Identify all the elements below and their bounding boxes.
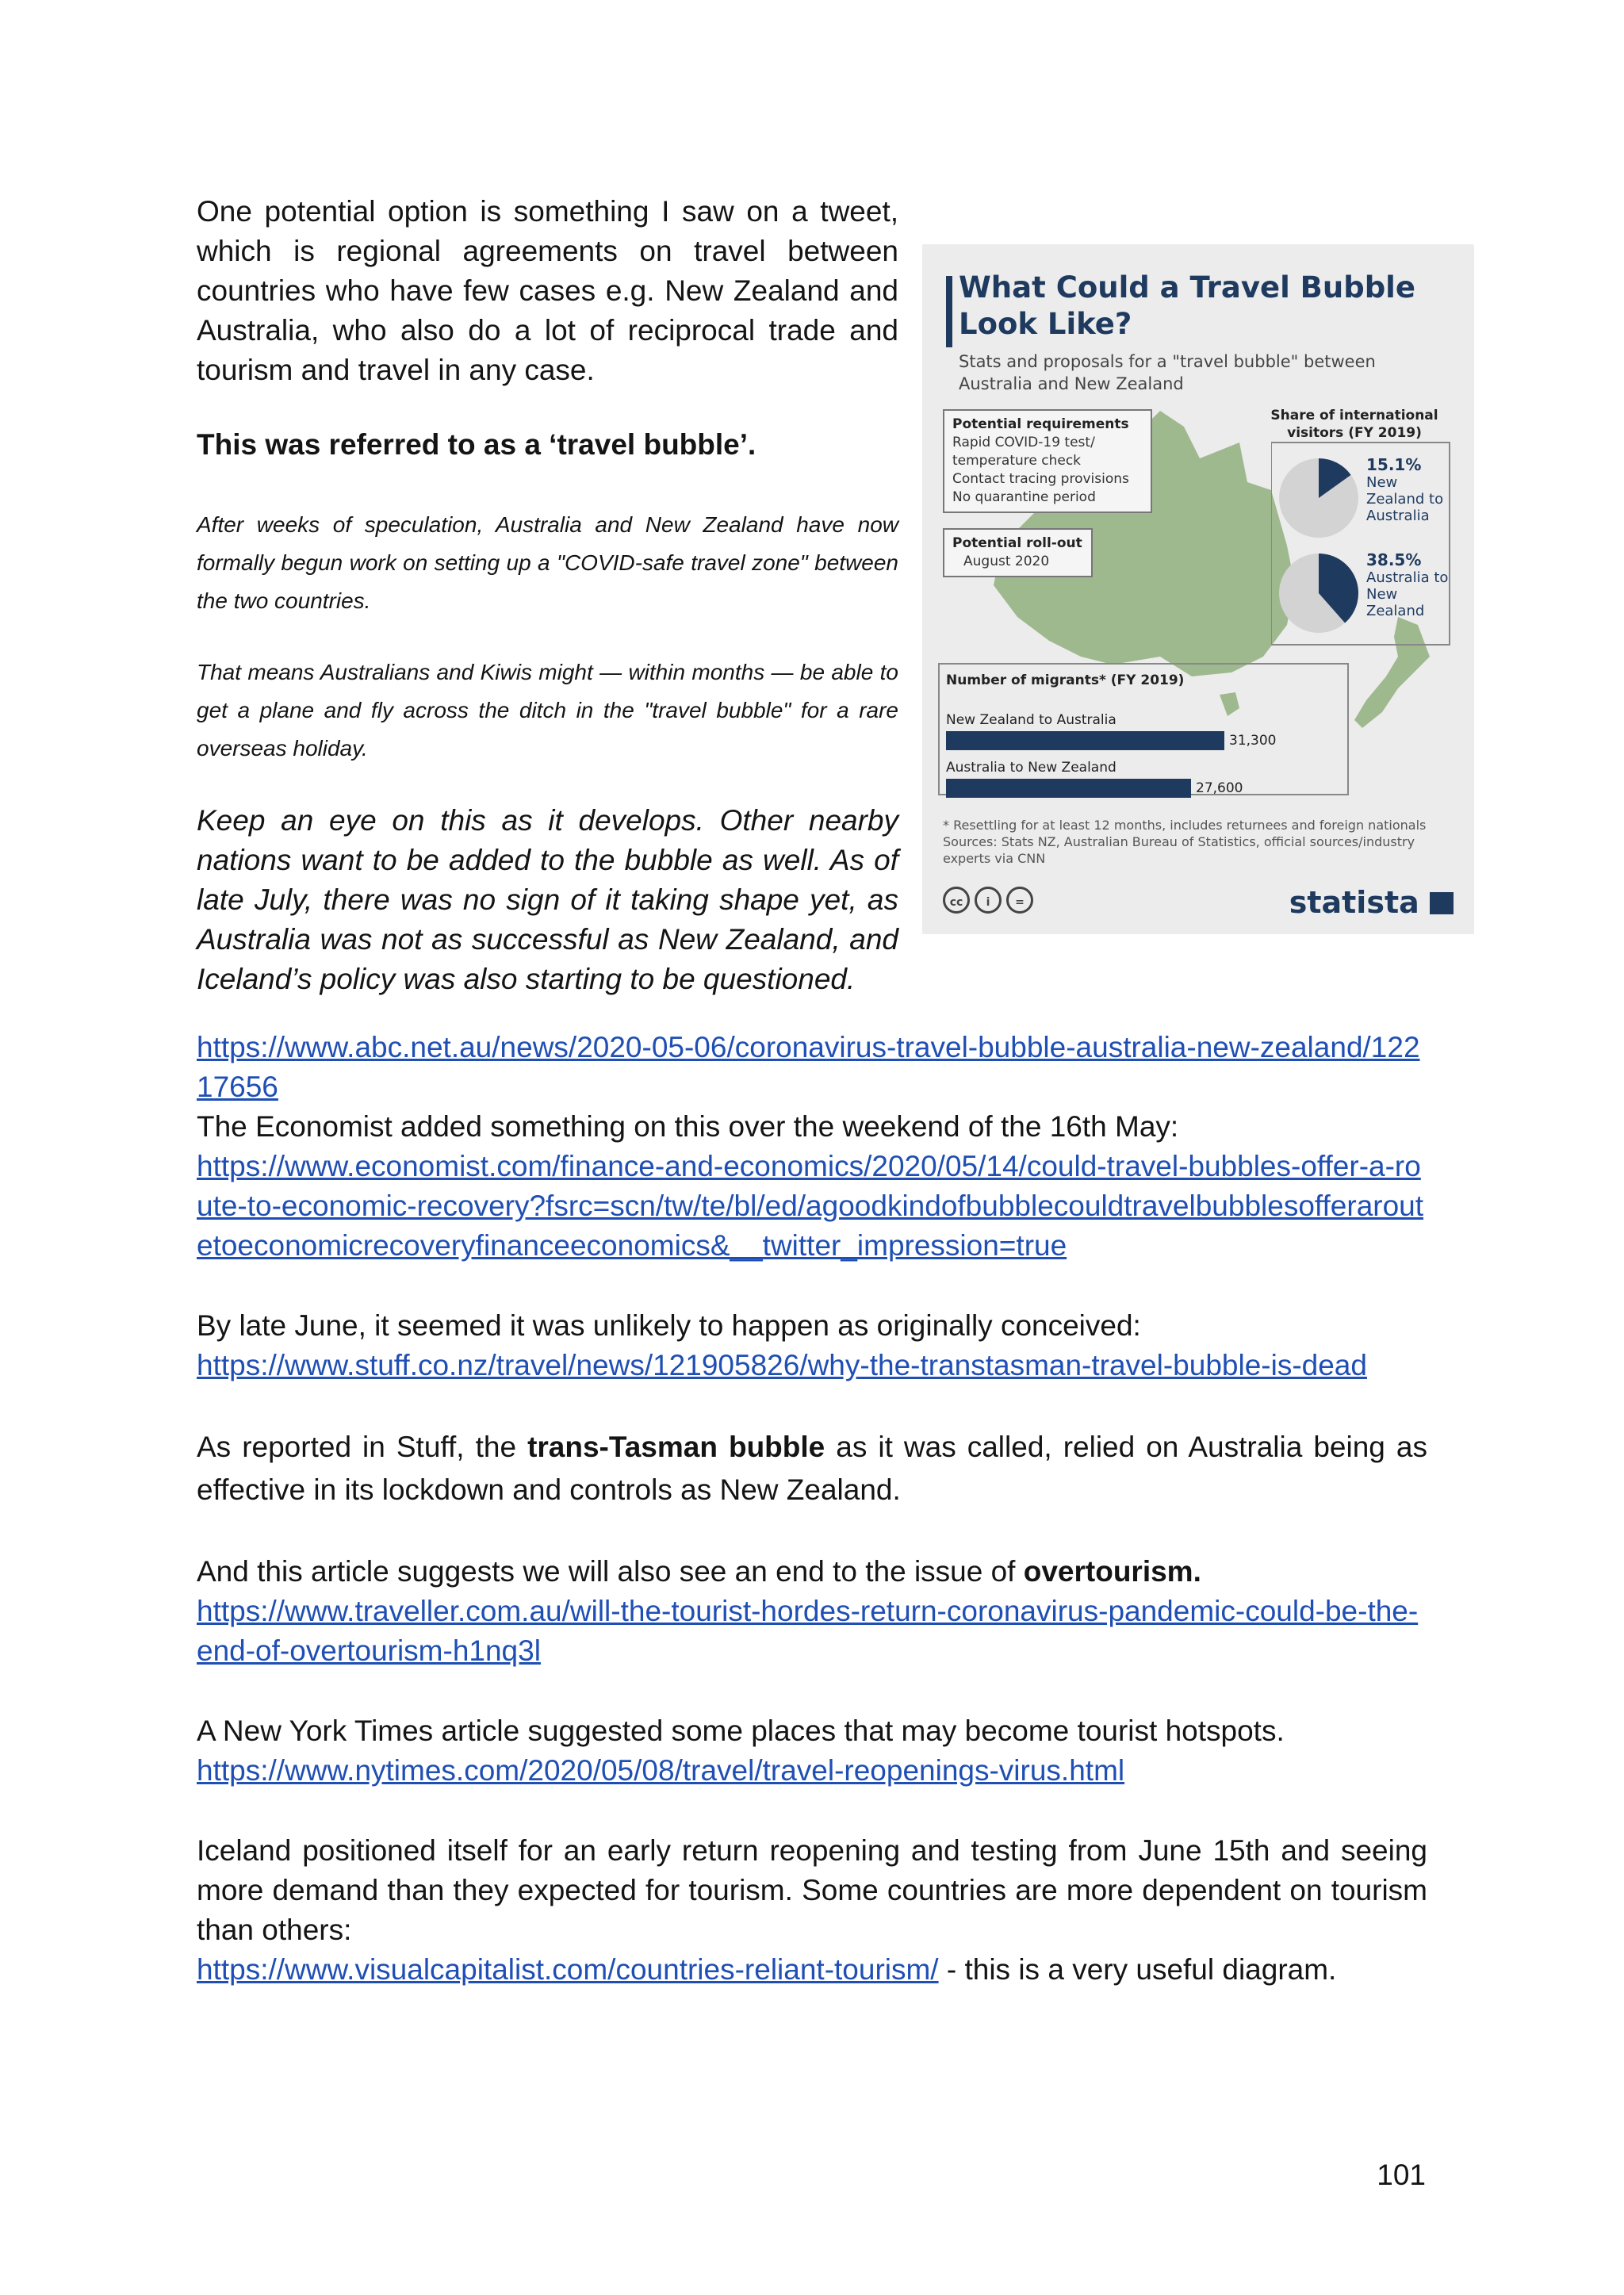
overtourism-paragraph — [197, 1552, 1427, 1592]
rollout-value: August 2020 — [963, 554, 1050, 569]
main-body — [197, 1028, 1427, 1990]
no-derivatives-icon: = — [1006, 887, 1033, 914]
footnote-text: * Resettling for at least 12 months, includes returnees and foreign nationals — [943, 818, 1427, 833]
share-heading: Share of international visitors (FY 2019) — [1270, 408, 1438, 441]
overtourism-pre: And this article suggests we will also see an end to the issue of — [197, 1555, 1024, 1588]
develop-paragraph: Keep an eye on this as it develops. Other nearby nations want to be added to the bubble as well. As of late July, there was no sign of it taking shape yet, as Australia was not as successful as New Zealand, and Iceland’s policy was also starting to be questioned. — [197, 804, 898, 995]
migrants-value-1: 31,300 — [1229, 733, 1277, 749]
migrants-heading: Number of migrants* (FY 2019) — [946, 672, 1185, 688]
statista-logo — [1289, 885, 1454, 920]
visualcapitalist-suffix: - this is a very useful diagram. — [938, 1953, 1337, 1986]
share-2-label: Australia to New Zealand — [1366, 569, 1449, 619]
rollout-box — [943, 528, 1093, 577]
infographic-footnote — [943, 817, 1450, 867]
overtourism-bold: overtourism. — [1023, 1555, 1201, 1588]
requirements-heading: Potential requirements — [952, 416, 1129, 432]
requirement-item: Rapid COVID-19 test/ temperature check — [952, 435, 1095, 469]
travel-bubble-heading: This was referred to as a ‘travel bubble’. — [197, 428, 756, 461]
infographic-title-line2: Look Like? — [959, 307, 1132, 341]
intro-paragraph: One potential option is something I saw on a tweet, which is regional agreements on travel between countries who have few cases e.g. New Zealand and Australia, who also do a lot of reciprocal trade and tourism and travel in any case. — [197, 195, 898, 386]
share-1-percent: 15.1% — [1366, 455, 1422, 474]
requirement-item: No quarantine period — [952, 489, 1096, 505]
infographic-title-line1: What Could a Travel Bubble — [959, 270, 1415, 305]
infographic-subtitle: Stats and proposals for a "travel bubble" between Australia and New Zealand — [959, 352, 1376, 393]
economist-intro: The Economist added something on this over the weekend of the 16th May: — [197, 1110, 1179, 1143]
traveller-link[interactable]: https://www.traveller.com.au/will-the-tourist-hordes-return-coronavirus-pandemic-could-be-the-end-of-overtourism-h1nq3l — [197, 1595, 1419, 1667]
stuff-bold: trans-Tasman bubble — [527, 1431, 825, 1463]
requirement-item: Contact tracing provisions — [952, 471, 1129, 487]
quote-paragraph-2: That means Australians and Kiwis might — within months — be able to get a plane and fly across the ditch in the "travel bubble" for a rare overseas holiday. — [197, 660, 898, 761]
statista-brand-text: statista — [1289, 885, 1419, 920]
sources-text: Sources: Stats NZ, Australian Bureau of Statistics, official sources/industry experts via CNN — [943, 834, 1415, 866]
quote-paragraph-1: After weeks of speculation, Australia and New Zealand have now formally begun work on setting up a "COVID-safe travel zone" between the two countries. — [197, 512, 898, 613]
migrants-bar-1 — [946, 731, 1224, 750]
migrants-value-2: 27,600 — [1196, 780, 1243, 796]
share-1-label: New Zealand to Australia — [1366, 474, 1444, 524]
left-column — [197, 192, 898, 999]
rollout-heading: Potential roll-out — [952, 535, 1082, 551]
stuff-post: as it was called, relied on Australia being as effective in its lockdown and controls as New Zealand. — [197, 1431, 1427, 1506]
visualcapitalist-link[interactable]: https://www.visualcapitalist.com/countries-reliant-tourism/ — [197, 1953, 939, 1986]
migrants-bar-2 — [946, 779, 1191, 798]
economist-link[interactable]: https://www.economist.com/finance-and-economics/2020/05/14/could-travel-bubbles-offer-a-route-to-economic-recovery?fsrc=scn/tw/te/bl/ed/agoodkindofbubblecouldtravelbubblesofferaroutetoeconomicrecoveryfinanceeconomics&__twitter_impression=true — [197, 1150, 1424, 1262]
requirements-box — [943, 409, 1152, 513]
migrants-label-1: New Zealand to Australia — [946, 712, 1116, 728]
share-1-label-block — [1366, 457, 1454, 524]
attribution-icon: i — [975, 887, 1002, 914]
iceland-paragraph: Iceland positioned itself for an early return reopening and testing from June 15th and seeing more demand than they expected for tourism. Some countries are more dependent on tourism than others: — [197, 1834, 1427, 1946]
nyt-text: A New York Times article suggested some places that may become tourist hotspots. — [197, 1715, 1285, 1747]
share-2-percent: 38.5% — [1366, 550, 1422, 569]
stuff-paragraph — [197, 1426, 1427, 1511]
page-number: 101 — [1377, 2159, 1426, 2191]
june-text: By late June, it seemed it was unlikely to happen as originally conceived: — [197, 1309, 1141, 1342]
statista-mark-icon — [1430, 892, 1454, 914]
stuff-pre: As reported in Stuff, the — [197, 1431, 528, 1463]
migrants-label-2: Australia to New Zealand — [946, 760, 1116, 776]
cc-license-icon: cc — [943, 887, 970, 914]
abc-news-link[interactable]: https://www.abc.net.au/news/2020-05-06/coronavirus-travel-bubble-australia-new-zealand/12217656 — [197, 1031, 1420, 1103]
stuff-link[interactable]: https://www.stuff.co.nz/travel/news/121905826/why-the-transtasman-travel-bubble-is-dead — [197, 1349, 1367, 1381]
travel-bubble-infographic — [922, 244, 1474, 934]
nyt-link[interactable]: https://www.nytimes.com/2020/05/08/travel/travel-reopenings-virus.html — [197, 1754, 1125, 1787]
share-2-label-block — [1366, 552, 1454, 619]
